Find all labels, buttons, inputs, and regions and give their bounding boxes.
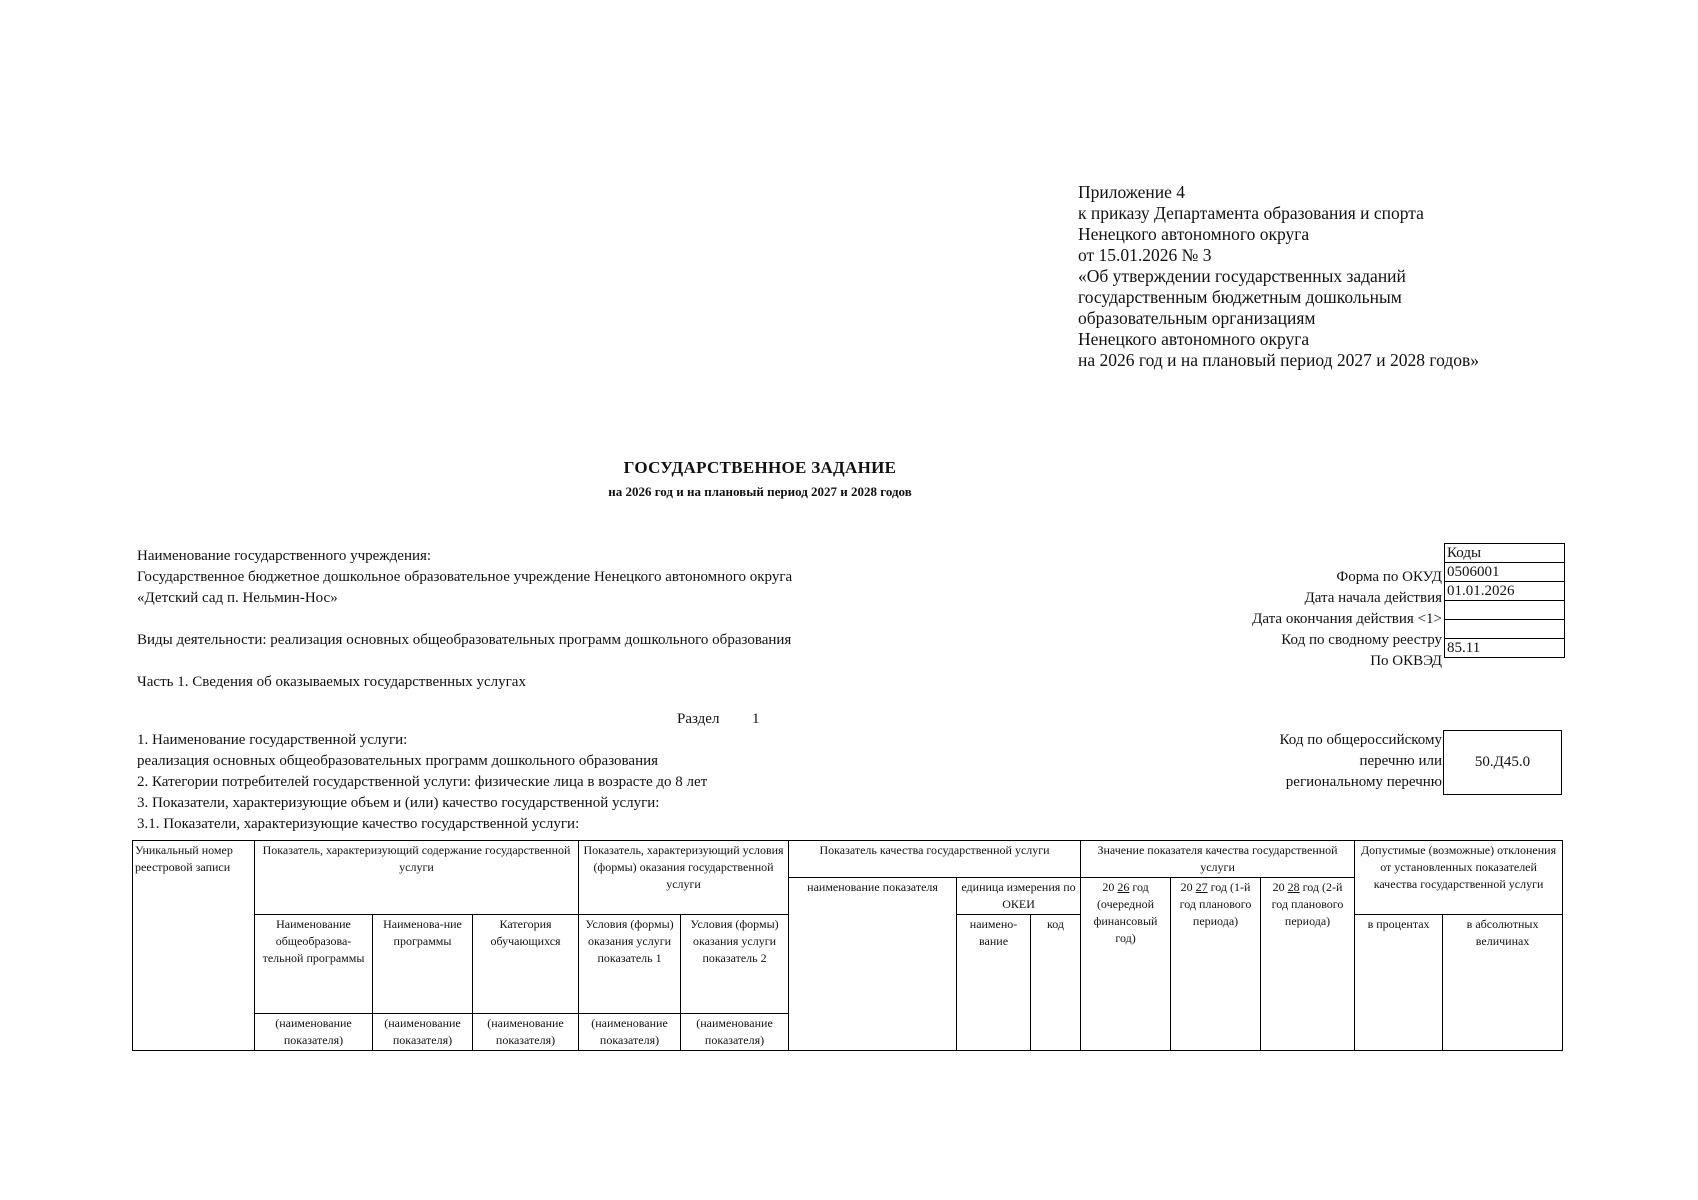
appendix-line: образовательным организациям — [1078, 308, 1316, 328]
part1-heading: Часть 1. Сведения об оказываемых государственных услугах — [137, 674, 526, 690]
okud-label: Форма по ОКУД — [1336, 569, 1442, 585]
service-name-label: 1. Наименование государственной услуги: — [137, 732, 408, 748]
header-year-1 — [1081, 878, 1171, 1051]
col-program: Наименование общеобразова-тельной программы — [255, 915, 373, 1014]
header-quality-indicator: Показатель качества государственной услуги — [789, 841, 1081, 878]
start-date-label: Дата начала действия — [1304, 590, 1442, 606]
appendix-line: Ненецкого автономного округа — [1078, 224, 1310, 244]
header-content-indicator: Показатель, характеризующий содержание государственной услуги — [255, 841, 579, 915]
header-allowed-deviation: Допустимые (возможные) отклонения от установленных показателей качества государственной услуги — [1355, 841, 1563, 915]
appendix-line: на 2026 год и на плановый период 2027 и 2028 годов» — [1078, 350, 1480, 370]
appendix-line: от 15.01.2026 № 3 — [1078, 245, 1212, 265]
year-desc: год (1-й год планового периода) — [1179, 880, 1252, 928]
col-unit-code: код — [1031, 915, 1081, 1051]
header-indicator-name: наименование показателя — [789, 878, 957, 1051]
registry-code-value — [1445, 620, 1565, 639]
col-category: Категория обучающихся — [473, 915, 579, 1014]
year-prefix: 20 — [1102, 880, 1115, 894]
indicators-heading: 3. Показатели, характеризующие объем и (или) качество государственной услуги: — [137, 795, 660, 811]
sub-indicator-name: (наименование показателя) — [579, 1014, 681, 1051]
activities-text: Виды деятельности: реализация основных общеобразовательных программ дошкольного образования — [137, 632, 792, 648]
section-label: Раздел — [677, 711, 720, 727]
sub-indicator-name: (наименование показателя) — [255, 1014, 373, 1051]
year-value: 26 — [1117, 880, 1130, 894]
col-percent: в процентах — [1355, 915, 1443, 1051]
okud-value: 0506001 — [1445, 563, 1565, 582]
header-unit-okei: единица измерения по ОКЕИ — [957, 878, 1081, 915]
appendix-block — [1078, 182, 1479, 371]
sub-indicator-name: (наименование показателя) — [373, 1014, 473, 1051]
header-year-3 — [1261, 878, 1355, 1051]
service-name: реализация основных общеобразовательных программ дошкольного образования — [137, 753, 659, 769]
institution-name-cont: «Детский сад п. Нельмин-Нос» — [137, 590, 338, 606]
appendix-line: Приложение 4 — [1078, 182, 1186, 202]
year-desc: год (2-й год планового периода) — [1271, 880, 1344, 928]
appendix-line: к приказу Департамента образования и спорта — [1078, 203, 1424, 223]
year-prefix: 20 — [1272, 880, 1285, 894]
sub-indicator-name: (наименование показателя) — [681, 1014, 789, 1051]
okp-code-box — [1443, 730, 1562, 795]
year-value: 27 — [1195, 880, 1208, 894]
quality-heading: 3.1. Показатели, характеризующие качество государственной услуги: — [137, 816, 580, 832]
quality-table — [132, 840, 1563, 1051]
header-indicator-value: Значение показателя качества государственной услуги — [1081, 841, 1355, 878]
col-condition-2: Условия (формы) оказания услуги показатель 2 — [681, 915, 789, 1014]
institution-label: Наименование государственного учреждения: — [137, 548, 432, 564]
registry-code-label: Код по сводному реестру — [1281, 632, 1442, 648]
okp-code-value: 50.Д45.0 — [1474, 754, 1531, 770]
institution-name: Государственное бюджетное дошкольное образовательное учреждение Ненецкого автономного округа — [137, 569, 793, 585]
header-conditions-indicator: Показатель, характеризующий условия (формы) оказания государственной услуги — [579, 841, 789, 915]
end-date-label: Дата окончания действия <1> — [1252, 611, 1442, 627]
col-absolute: в абсолютных величинах — [1443, 915, 1563, 1051]
year-value: 28 — [1287, 880, 1300, 894]
codes-table — [1444, 543, 1565, 658]
year-prefix: 20 — [1180, 880, 1193, 894]
okp-label: перечню или — [1359, 753, 1442, 769]
document-subtitle: на 2026 год и на плановый период 2027 и 2028 годов — [608, 484, 912, 499]
okp-label: региональному перечню — [1285, 774, 1442, 790]
okp-label: Код по общероссийскому — [1279, 732, 1442, 748]
sub-indicator-name: (наименование показателя) — [473, 1014, 579, 1051]
header-year-2 — [1171, 878, 1261, 1051]
appendix-line: «Об утверждении государственных заданий — [1078, 266, 1406, 286]
year-desc: год (очередной финансовый год) — [1093, 880, 1158, 945]
header-registry-number: Уникальный номер реестровой записи — [133, 841, 255, 1051]
end-date-value — [1445, 601, 1565, 620]
consumer-category: 2. Категории потребителей государственной услуги: физические лица в возрасте до 8 лет — [137, 774, 708, 790]
start-date-value: 01.01.2026 — [1445, 582, 1565, 601]
document-title: ГОСУДАРСТВЕННОЕ ЗАДАНИЕ — [623, 458, 897, 477]
okved-label: По ОКВЭД — [1370, 653, 1442, 669]
col-program-name: Наименова-ние программы — [373, 915, 473, 1014]
col-unit-name: наимено-вание — [957, 915, 1031, 1051]
appendix-line: Ненецкого автономного округа — [1078, 329, 1310, 349]
section-number: 1 — [752, 711, 760, 727]
col-condition-1: Условия (формы) оказания услуги показатель 1 — [579, 915, 681, 1014]
codes-header: Коды — [1445, 544, 1565, 563]
okved-value: 85.11 — [1445, 639, 1565, 658]
appendix-line: государственным бюджетным дошкольным — [1078, 287, 1402, 307]
